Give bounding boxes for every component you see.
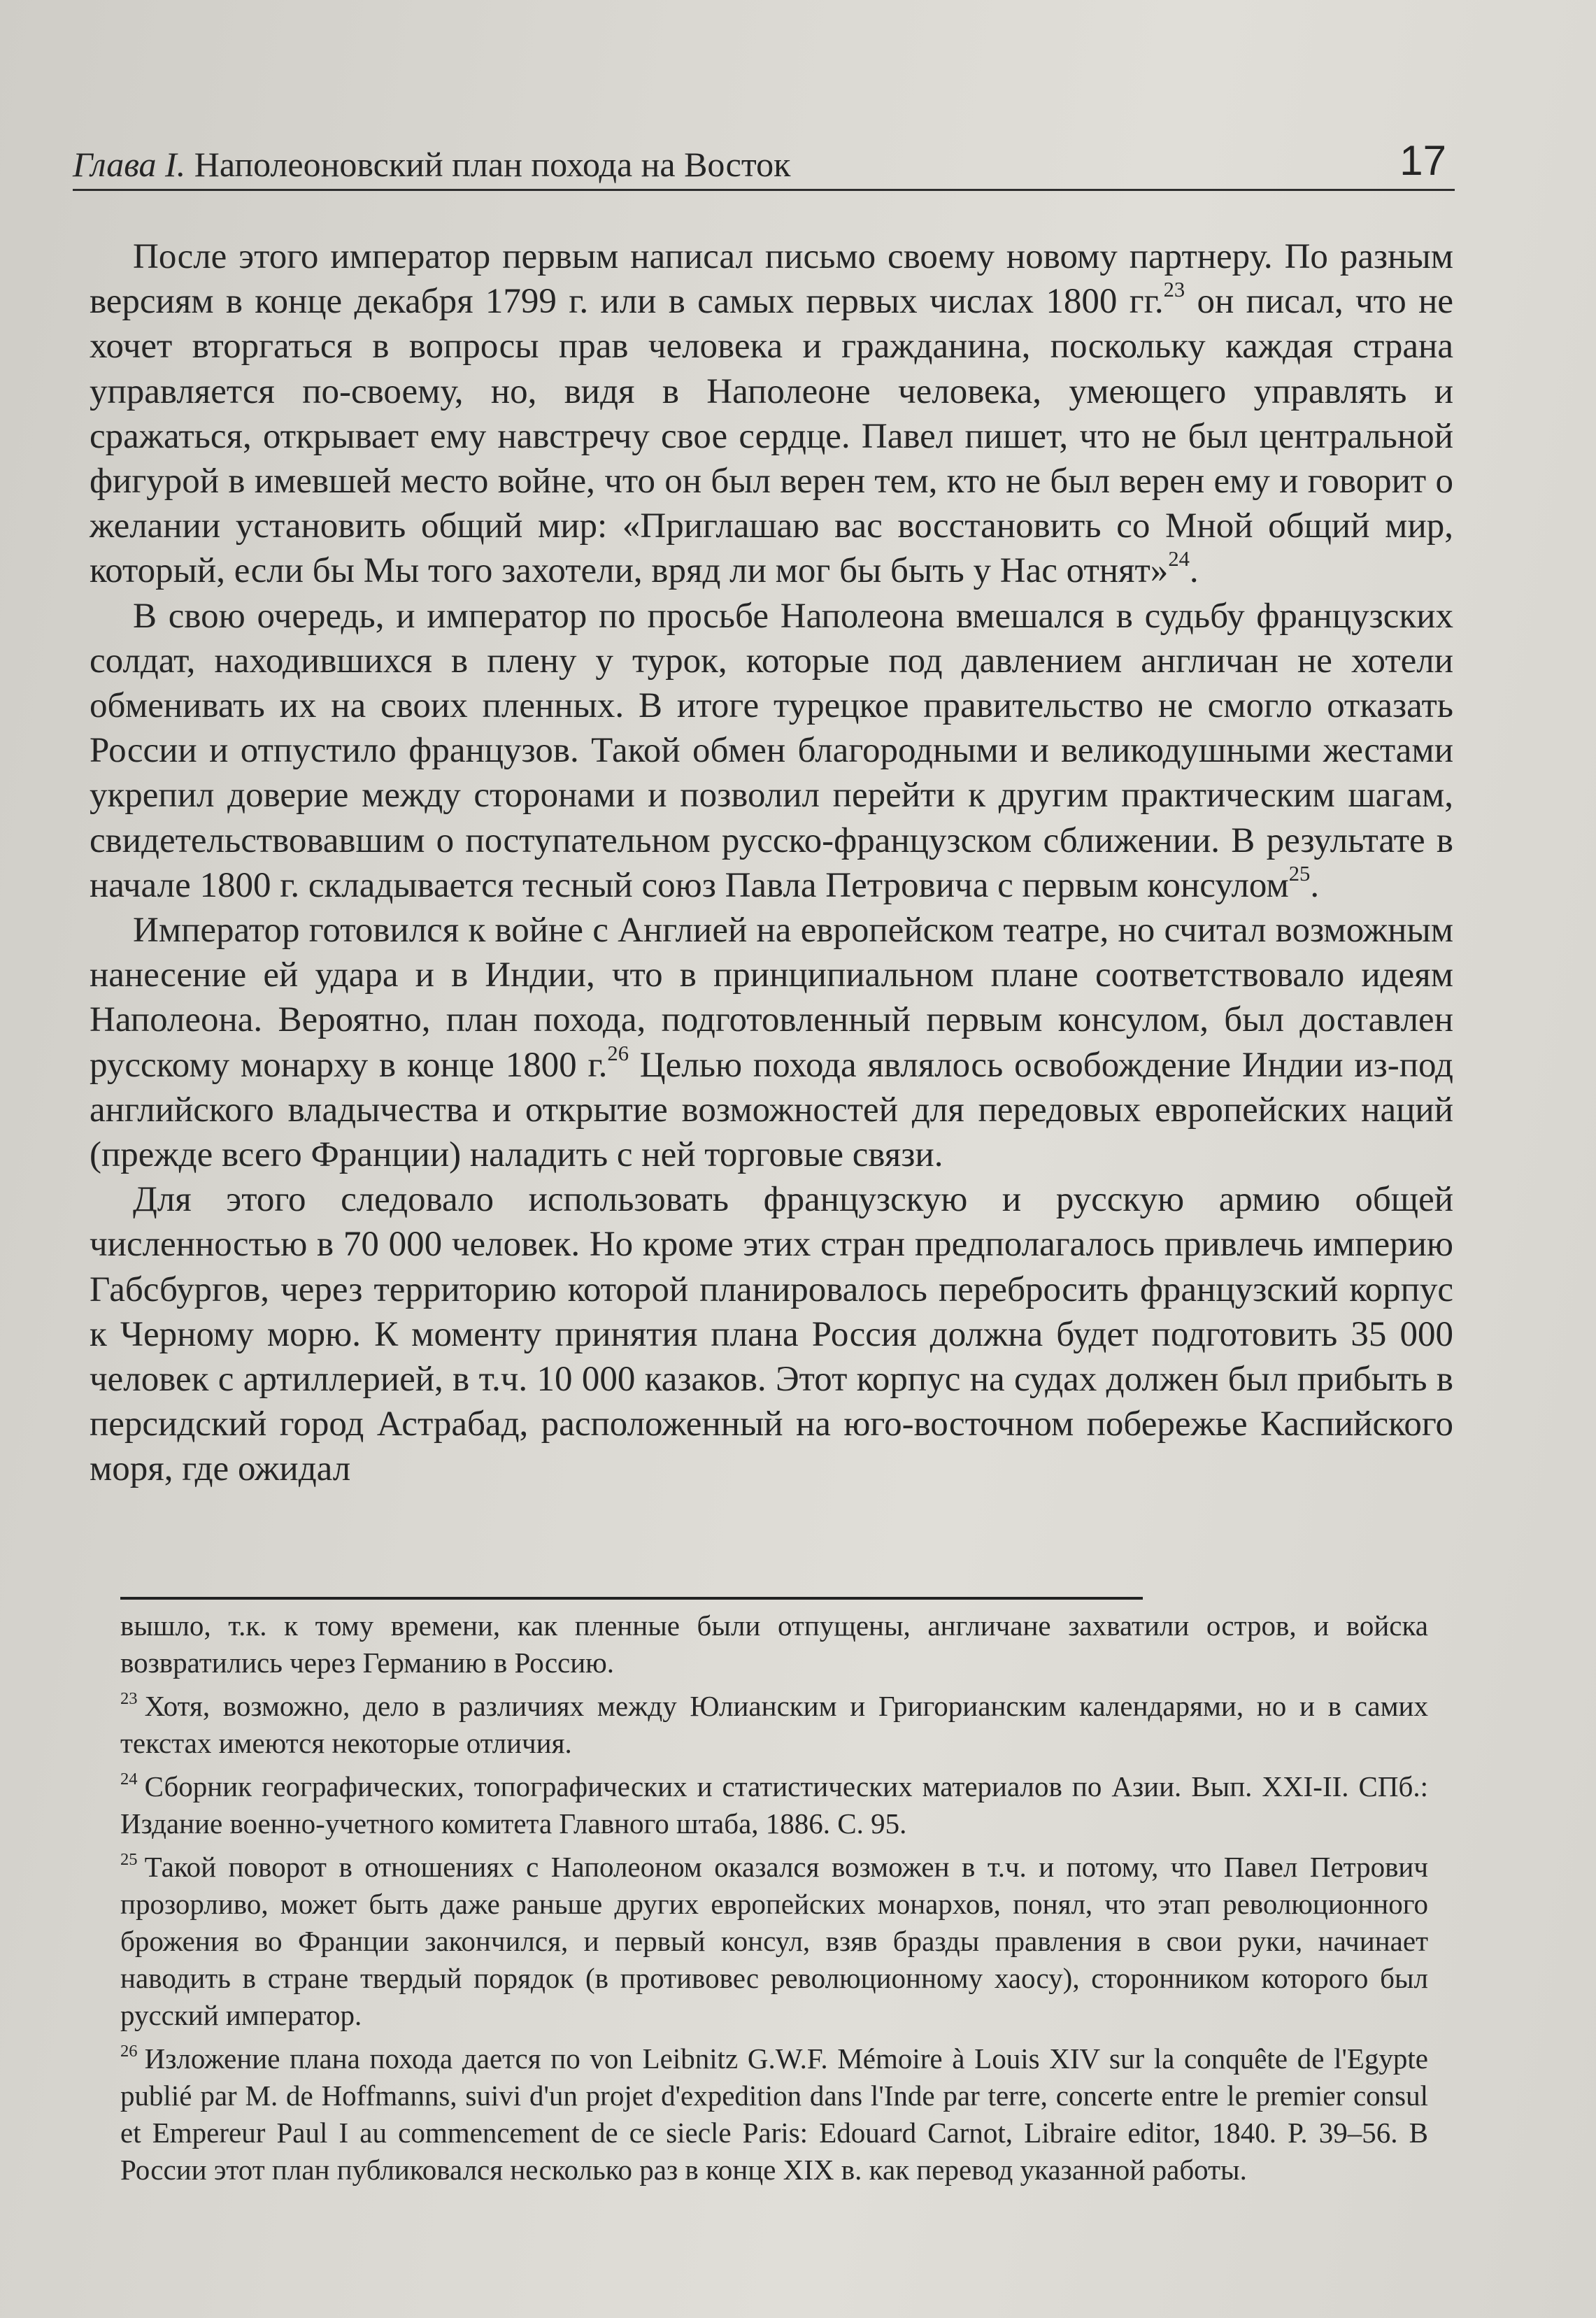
footnote-reference: 24	[1168, 547, 1190, 571]
running-header	[73, 133, 1455, 191]
paragraph	[90, 908, 1453, 1177]
chapter-label: Глава I.	[73, 145, 186, 184]
footnote-text: Сборник географических, топографических и статистических материалов по Азии. Вып. XXI-II. СПб.: Издание военно-учетного комитета Главного штаба, 1886. С. 95.	[120, 1770, 1428, 1840]
paragraph-text: Император готовился к войне с Англией на европейском театре, но считал возможным нанесение ей удара и в Индии, что в принципиальном плане соответствовало идеям Наполеона. Вероятно, план похода, подготовленный первым консулом, был доставлен русскому монарху в конце 1800 г.	[90, 911, 1453, 1085]
footnote-text: Хотя, возможно, дело в различиях между Юлианским и Григорианским календарями, но и в самих текстах имеются некоторые отличия.	[120, 1690, 1428, 1759]
footnote-reference: 25	[1288, 861, 1311, 886]
paragraph-text: .	[1310, 865, 1320, 905]
footnote	[120, 1688, 1428, 1762]
footnote-text: Такой поворот в отношениях с Наполеоном оказался возможен в т.ч. и потому, что Павел Петрович прозорливо, может быть даже раньше других европейских монархов, понял, что этап революционного брожения во Франции закончился, и первый консул, взяв бразды правления в свои руки, начинает наводить в стране твердый порядок (в противовес революционному хаосу), сторонником которого был русский император.	[120, 1851, 1428, 2031]
paragraph-text: Для этого следовало использовать французскую и русскую армию общей численностью в 70 000 человек. Но кроме этих стран предполагалось привлечь империю Габсбургов, через территорию которой планировалось перебросить французский корпус к Черному морю. К моменту принятия плана Россия должна будет подготовить 35 000 человек с артиллерией, в т.ч. 10 000 казаков. Этот корпус на судах должен был прибыть в персидский город Астрабад, расположенный на юго-восточном побережье Каспийского моря, где ожидал	[90, 1180, 1453, 1489]
paragraph	[90, 1177, 1453, 1491]
footnote-reference: 26	[607, 1041, 629, 1065]
paragraph-text: В свою очередь, и император по просьбе Наполеона вмешался в судьбу французских солдат, находившихся в плену у турок, которые под давлением англичан не хотели обменивать их на своих пленных. В итоге турецкое правительство не смогло отказать России и отпустило французов. Такой обмен благородными и великодушными жестами укрепил доверие между сторонами и позволил перейти к другим практическим шагам, свидетельствовавшим о поступательном русско-французском сближении. В результате в начале 1800 г. складывается тесный союз Павла Петровича с первым консулом	[90, 596, 1453, 905]
footnote-number: 24	[120, 1769, 138, 1789]
footnotes	[120, 1607, 1428, 2195]
footnote-reference: 23	[1163, 278, 1185, 302]
footnote-text: вышло, т.к. к тому времени, как пленные были отпущены, англичане захватили остров, и войска возвратились через Германию в Россию.	[120, 1609, 1428, 1679]
paragraph-text: Целью похода являлось освобождение Индии из-под английского владычества и открытие возможностей для передовых европейских наций (прежде всего Франции) наладить с ней торговые связи.	[90, 1045, 1454, 1175]
footnote	[120, 1607, 1428, 1681]
paragraph-text: .	[1189, 551, 1199, 591]
chapter-title: Наполеоновский план похода на Восток	[194, 145, 791, 184]
paragraph-text: он писал, что не хочет вторгаться в вопросы прав человека и гражданина, поскольку каждая страна управляется по-своему, но, видя в Наполеоне человека, умеющего управлять и сражаться, открывает ему навстречу свое сердце. Павел пишет, что не был центральной фигурой в имевшей место войне, что он был верен тем, кто не был верен ему и говорит о желании установить общий мир: «Приглашаю вас восстановить со Мной общий мир, который, если бы Мы того захотели, вряд ли мог бы быть у Нас отнят»	[90, 282, 1453, 591]
footnote-number: 25	[120, 1849, 138, 1869]
page-number: 17	[1399, 137, 1446, 184]
main-text	[90, 234, 1453, 1492]
paragraph-text: После этого император первым написал письмо своему новому партнеру. По разным версиям в конце декабря 1799 г. или в самых первых числах 1800 гг.	[90, 237, 1453, 322]
footnote-divider	[120, 1597, 1143, 1600]
footnote	[120, 1768, 1428, 1842]
paragraph	[90, 594, 1453, 908]
footnote-number: 26	[120, 2041, 138, 2061]
paragraph	[90, 234, 1453, 594]
footnote-number: 23	[120, 1688, 138, 1708]
footnote-text: Изложение плана похода дается по von Leibnitz G.W.F. Mémoire à Louis XIV sur la conquête de l'Egypte publié par M. de Hoffmanns, suivi d'un projet d'expedition dans l'Inde par terre, concerte entre le premier consul et Empereur Paul I au commencement de ce siecle Paris: Edouard Carnot, Libraire editor, 1840. P. 39–56. В России этот план публиковался несколько раз в конце XIX в. как перевод указанной работы.	[120, 2042, 1428, 2186]
chapter-heading	[73, 144, 790, 185]
footnote	[120, 1849, 1428, 2034]
footnote	[120, 2040, 1428, 2189]
